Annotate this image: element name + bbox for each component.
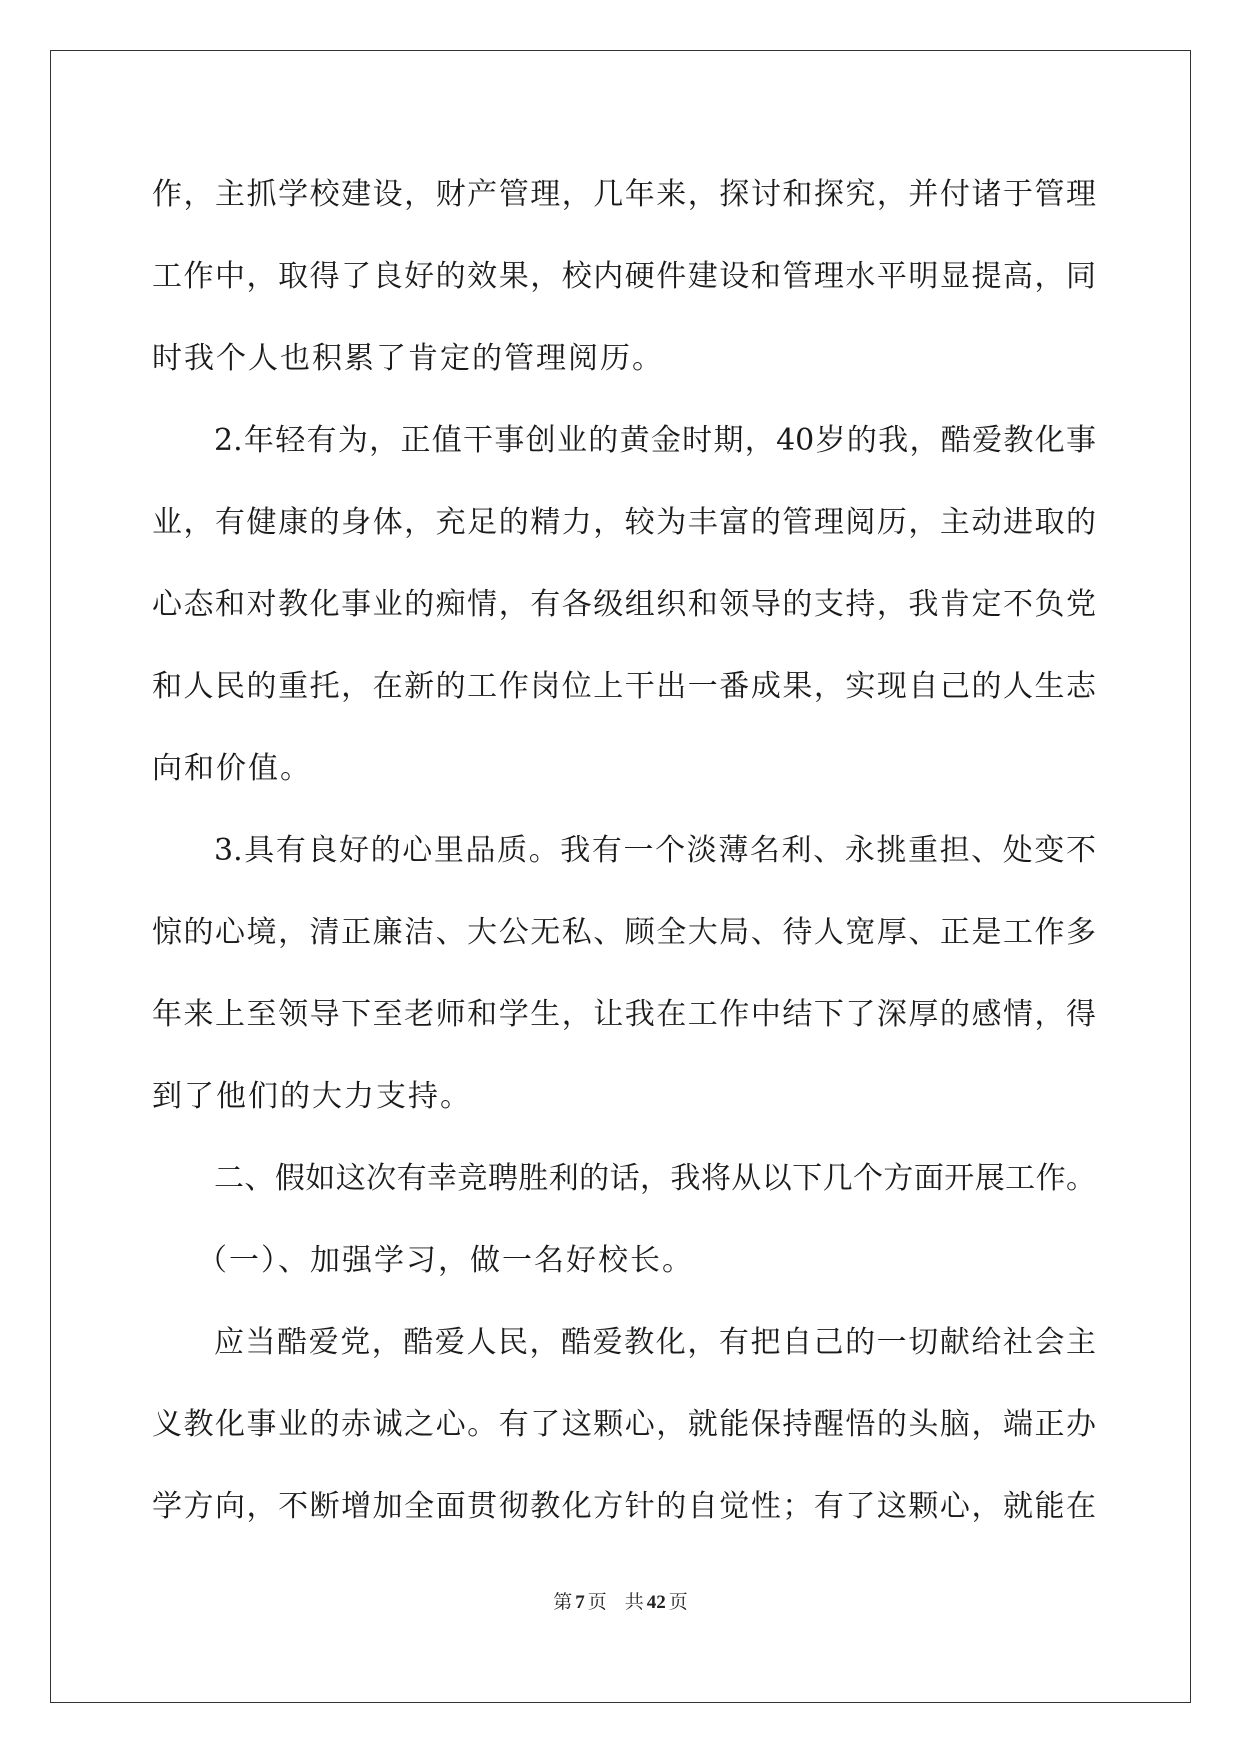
text-line: 学方向，不断增加全面贯彻教化方针的自觉性；有了这颗心，就能在 [152, 1489, 1096, 1524]
text-line: 2.年轻有为，正值干事创业的黄金时期，40岁的我，酷爱教化事 [214, 423, 1096, 458]
subsection-heading: （一）、加强学习，做一名好校长。 [197, 1243, 694, 1278]
text-line: 义教化事业的赤诚之心。有了这颗心，就能保持醒悟的头脑，端正办 [152, 1407, 1096, 1442]
page-suffix: 页 [587, 1591, 607, 1613]
text-line: 时我个人也积累了肯定的管理阅历。 [152, 341, 664, 376]
page-footer [0, 1590, 1241, 1615]
text-line: 年来上至领导下至老师和学生，让我在工作中结下了深厚的感情，得 [152, 997, 1096, 1032]
total-prefix: 共 [624, 1591, 644, 1613]
text-line: 作，主抓学校建设，财产管理，几年来，探讨和探究，并付诸于管理 [152, 177, 1096, 212]
text-line: 业，有健康的身体，充足的精力，较为丰富的管理阅历，主动进取的 [152, 505, 1096, 540]
total-pages-number: 42 [646, 1592, 666, 1613]
text-line: 工作中，取得了良好的效果，校内硬件建设和管理水平明显提高，同 [152, 259, 1096, 294]
total-suffix: 页 [668, 1591, 688, 1613]
text-line: 心态和对教化事业的痴情，有各级组织和领导的支持，我肯定不负党 [152, 587, 1096, 622]
current-page-number: 7 [575, 1592, 585, 1613]
text-line: 惊的心境，清正廉洁、大公无私、顾全大局、待人宽厚、正是工作多 [152, 915, 1096, 950]
document-body [152, 160, 1096, 1554]
text-line: 向和价值。 [152, 751, 312, 786]
text-line: 应当酷爱党，酷爱人民，酷爱教化，有把自己的一切献给社会主 [214, 1325, 1096, 1360]
text-line: 3.具有良好的心里品质。我有一个淡薄名利、永挑重担、处变不 [214, 833, 1096, 868]
text-line: 到了他们的大力支持。 [152, 1079, 472, 1114]
page-prefix: 第 [553, 1591, 573, 1613]
section-heading: 二、假如这次有幸竞聘胜利的话，我将从以下几个方面开展工作。 [214, 1161, 1096, 1196]
text-line: 和人民的重托，在新的工作岗位上干出一番成果，实现自己的人生志 [152, 669, 1096, 704]
